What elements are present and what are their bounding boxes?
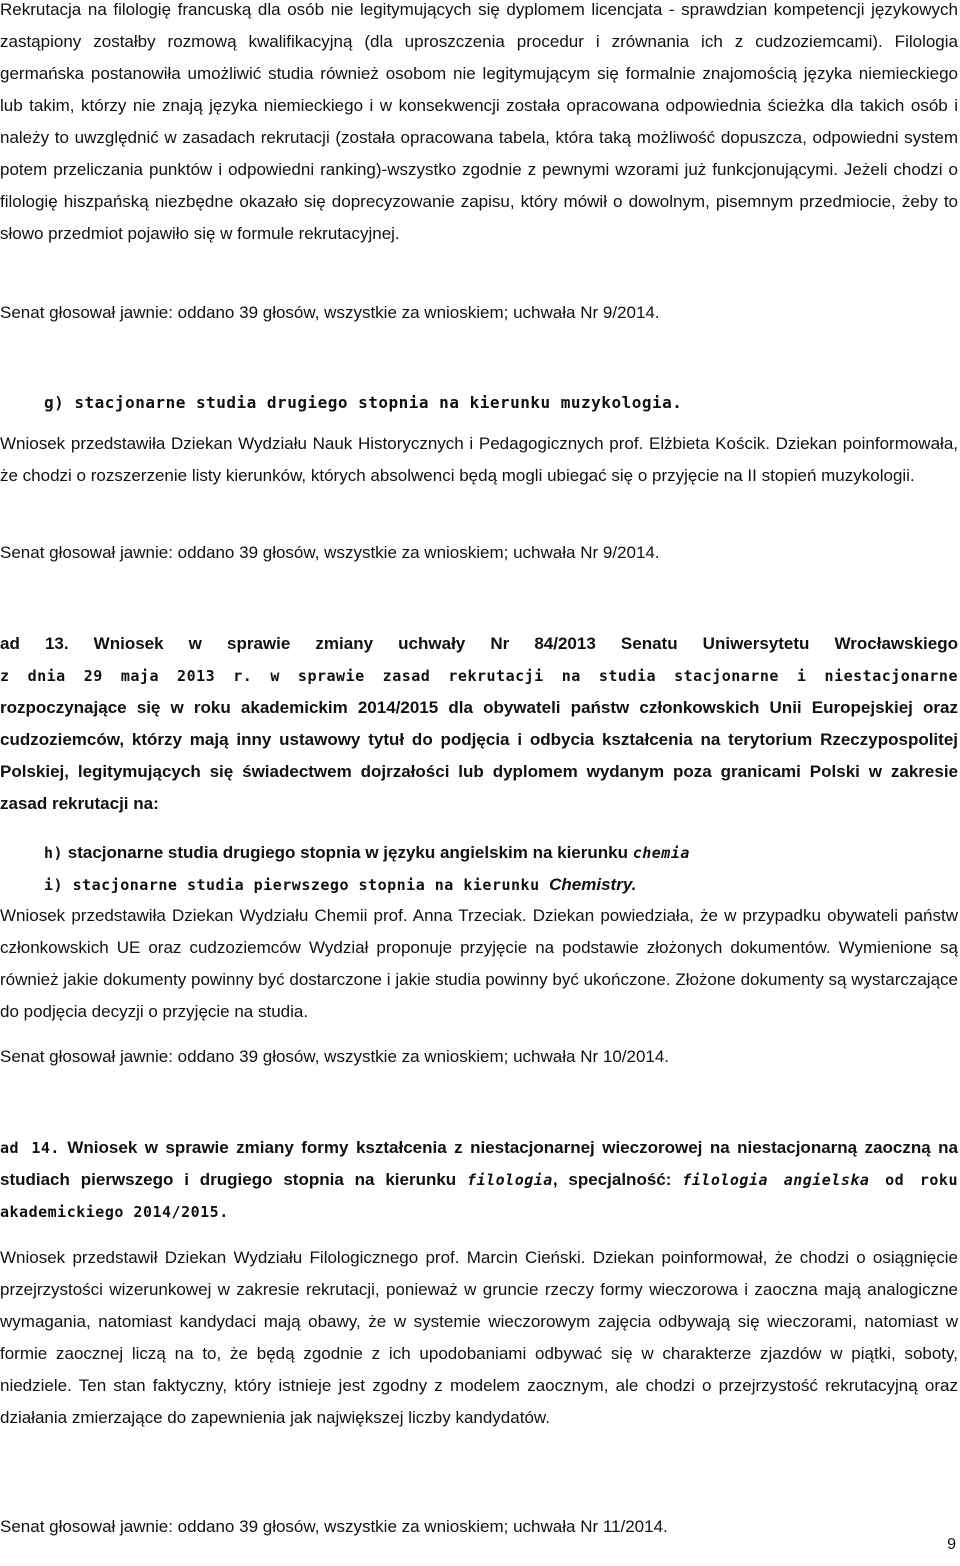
heading-item-i: i) stacjonarne studia pierwszego stopnia na kierunku Chemistry. <box>44 875 637 894</box>
page-number: 9 <box>947 1536 956 1553</box>
heading-item-h: h) stacjonarne studia drugiego stopnia w języku angielskim na kierunku chemia <box>44 843 690 862</box>
agenda-item-14-number: ad 14. <box>0 1139 60 1157</box>
paragraph-musicology: Wniosek przedstawiła Dziekan Wydziału Nauk Historycznych i Pedagogicznych prof. Elżbieta Kościk. Dziekan poinformowała, że chodzi o rozszerzenie listy kierunków, których absolwenci będą mogli ubiegać się o przyjęcie na II stopień muzykologii. <box>0 434 958 485</box>
vote-result-resolution-9: Senat głosował jawnie: oddano 39 głosów, wszystkie za wnioskiem; uchwała Nr 9/2014. <box>0 303 660 322</box>
paragraph-philology-form-change: Wniosek przedstawił Dziekan Wydziału Filologicznego prof. Marcin Cieński. Dziekan poinformował, że chodzi o osiągnięcie przejrzystości wizerunkowej w zakresie rekrutacji, ponieważ w gruncie rzeczy formy wieczorowa i zaoczna mają analogiczne wymagania, natomiast kandydaci mają obawy, że w systemie wieczorowym zajęcia odbywają się wieczorami, natomiast w formie zaocznej liczą na to, że będą zgodnie z ich upodobaniami odbywać się w charakterze zjazdów w piątki, soboty, niedziele. Ten stan faktyczny, który istnieje jest zgodny z modelem zaocznym, ale chodzi o przejrzystość rekrutacyjną oraz działania zmierzające do zapewnienia jak największej liczby kandydatów. <box>0 1248 958 1427</box>
agenda-item-14: ad 14. Wniosek w sprawie zmiany formy kształcenia z niestacjonarnej wieczorowej na niestacjonarną zaoczną na studiach pierwszego i drugiego stopnia na kierunku filologia, specjalność: filologia angielska od roku akademickiego 2014/2015. <box>0 1138 958 1221</box>
agenda-item-13: ad 13. Wniosek w sprawie zmiany uchwały Nr 84/2013 Senatu Uniwersytetu Wrocławskiego z dnia 29 maja 2013 r. w sprawie zasad rekrutacji na studia stacjonarne i niestacjonarne rozpoczynające się w roku akademickim 2014/2015 dla obywateli państw członkowskich Unii Europejskiej oraz cudzoziemców, którzy mają inny ustawowy tytuł do podjęcia i odbycia kształcenia na terytorium Rzeczypospolitej Polskiej, legitymujących się świadectwem dojrzałości lub dyplomem wydanym poza granicami Polski w zakresie zasad rekrutacji na: <box>0 634 958 813</box>
paragraph-chemistry: Wniosek przedstawiła Dziekan Wydziału Chemii prof. Anna Trzeciak. Dziekan powiedziała, że w przypadku obywateli państw członkowskich UE oraz cudzoziemców Wydział proponuje przyjęcie na podstawie złożonych dokumentów. Wymienione są również jakie dokumenty powinny być dostarczone i jakie studia powinny być ukończone. Złożone dokumenty są wystarczające do podjęcia decyzji o przyjęcie na studia. <box>0 906 958 1021</box>
heading-item-g: g) stacjonarne studia drugiego stopnia na kierunku muzykologia. <box>44 393 683 412</box>
agenda-item-13-number: ad 13. <box>0 634 69 653</box>
vote-result-resolution-10: Senat głosował jawnie: oddano 39 głosów, wszystkie za wnioskiem; uchwała Nr 10/2014. <box>0 1047 670 1066</box>
vote-result-resolution-9-second: Senat głosował jawnie: oddano 39 głosów, wszystkie za wnioskiem; uchwała Nr 9/2014. <box>0 543 660 562</box>
paragraph-romance-germanic-philology: Rekrutacja na filologię francuską dla osób nie legitymujących się dyplomem licencjata - sprawdzian kompetencji językowych zastąpiony zostałby rozmową kwalifikacyjną (dla uproszczenia procedur i zrównania ich z cudzoziemcami). Filologia germańska postanowiła umożliwić studia również osobom nie legitymującym się formalnie znajomością języka niemieckiego lub takim, którzy nie znają języka niemieckiego i w konsekwencji została opracowana odpowiednia ścieżka dla takich osób i należy to uwzględnić w zasadach rekrutacji (została opracowana tabela, która taką możliwość dopuszcza, odpowiedni system potem przeliczania punktów i odpowiedni ranking)-wszystko zgodnie z pewnymi wzorami już funkcjonującymi. Jeżeli chodzi o filologię hiszpańską niezbędne okazało się doprecyzowanie zapisu, który mówił o dowolnym, pisemnym przedmiocie, żeby to słowo przedmiot pojawiło się w formule rekrutacyjnej. <box>0 0 958 243</box>
vote-result-resolution-11: Senat głosował jawnie: oddano 39 głosów, wszystkie za wnioskiem; uchwała Nr 11/2014. <box>0 1517 668 1536</box>
